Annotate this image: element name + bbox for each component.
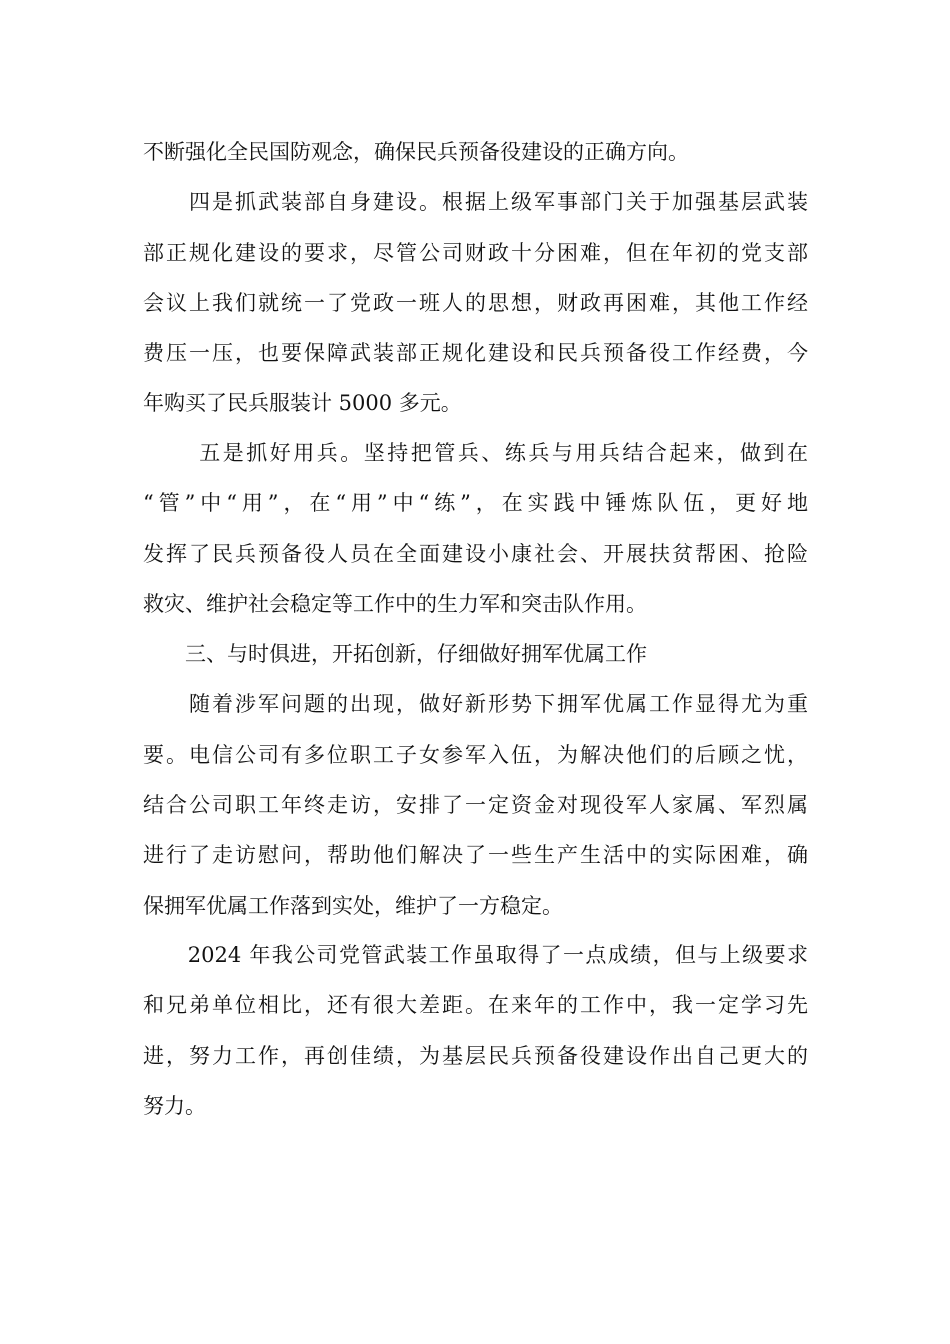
text-line: 不断强化全民国防观念，确保民兵预备役建设的正确方向。 xyxy=(143,140,689,164)
text-line: 和兄弟单位相比，还有很大差距。在来年的工作中，我一定学习先 xyxy=(143,993,808,1018)
text-line: 四是抓武装部自身建设。根据上级军事部门关于加强基层武装 xyxy=(143,190,808,215)
text-line: 部正规化建设的要求，尽管公司财政十分困难，但在年初的党支部 xyxy=(143,240,808,265)
body-text-block-3 xyxy=(143,930,808,1131)
text-line: 会议上我们就统一了党政一班人的思想，财政再困难，其他工作经 xyxy=(143,290,808,315)
text-line: 要。电信公司有多位职工子女参军入伍，为解决他们的后顾之忧， xyxy=(143,742,808,767)
text-line: 结合公司职工年终走访，安排了一定资金对现役军人家属、军烈属 xyxy=(143,793,808,818)
body-text-block-1 xyxy=(143,127,808,429)
text-line: “管”中“用”，在“用”中“练”，在实践中锤炼队伍，更好地 xyxy=(143,491,808,516)
text-line: 发挥了民兵预备役人员在全面建设小康社会、开展扶贫帮困、抢险 xyxy=(143,541,808,566)
body-text-block-2 xyxy=(143,428,808,931)
text-line: 五是抓好用兵。坚持把管兵、练兵与用兵结合起来，做到在 xyxy=(143,441,808,465)
section-heading: 三、与时俱进，开拓创新，仔细做好拥军优属工作 xyxy=(143,642,647,667)
text-line: 进，努力工作，再创佳绩，为基层民兵预备役建设作出自己更大的 xyxy=(143,1043,808,1068)
text-line: 年购买了民兵服装计 5000 多元。 xyxy=(143,391,462,416)
text-line: 随着涉军问题的出现，做好新形势下拥军优属工作显得尤为重 xyxy=(143,692,808,717)
text-line: 努力。 xyxy=(143,1093,206,1118)
text-line: 救灾、维护社会稳定等工作中的生力军和突击队作用。 xyxy=(143,591,647,616)
text-line: 保拥军优属工作落到实处，维护了一方稳定。 xyxy=(143,893,563,918)
text-line: 2024 年我公司党管武装工作虽取得了一点成绩，但与上级要求 xyxy=(143,943,808,967)
text-line: 费压一压，也要保障武装部正规化建设和民兵预备役工作经费，今 xyxy=(143,341,808,366)
text-line: 进行了走访慰问，帮助他们解决了一些生产生活中的实际困难，确 xyxy=(143,843,808,868)
